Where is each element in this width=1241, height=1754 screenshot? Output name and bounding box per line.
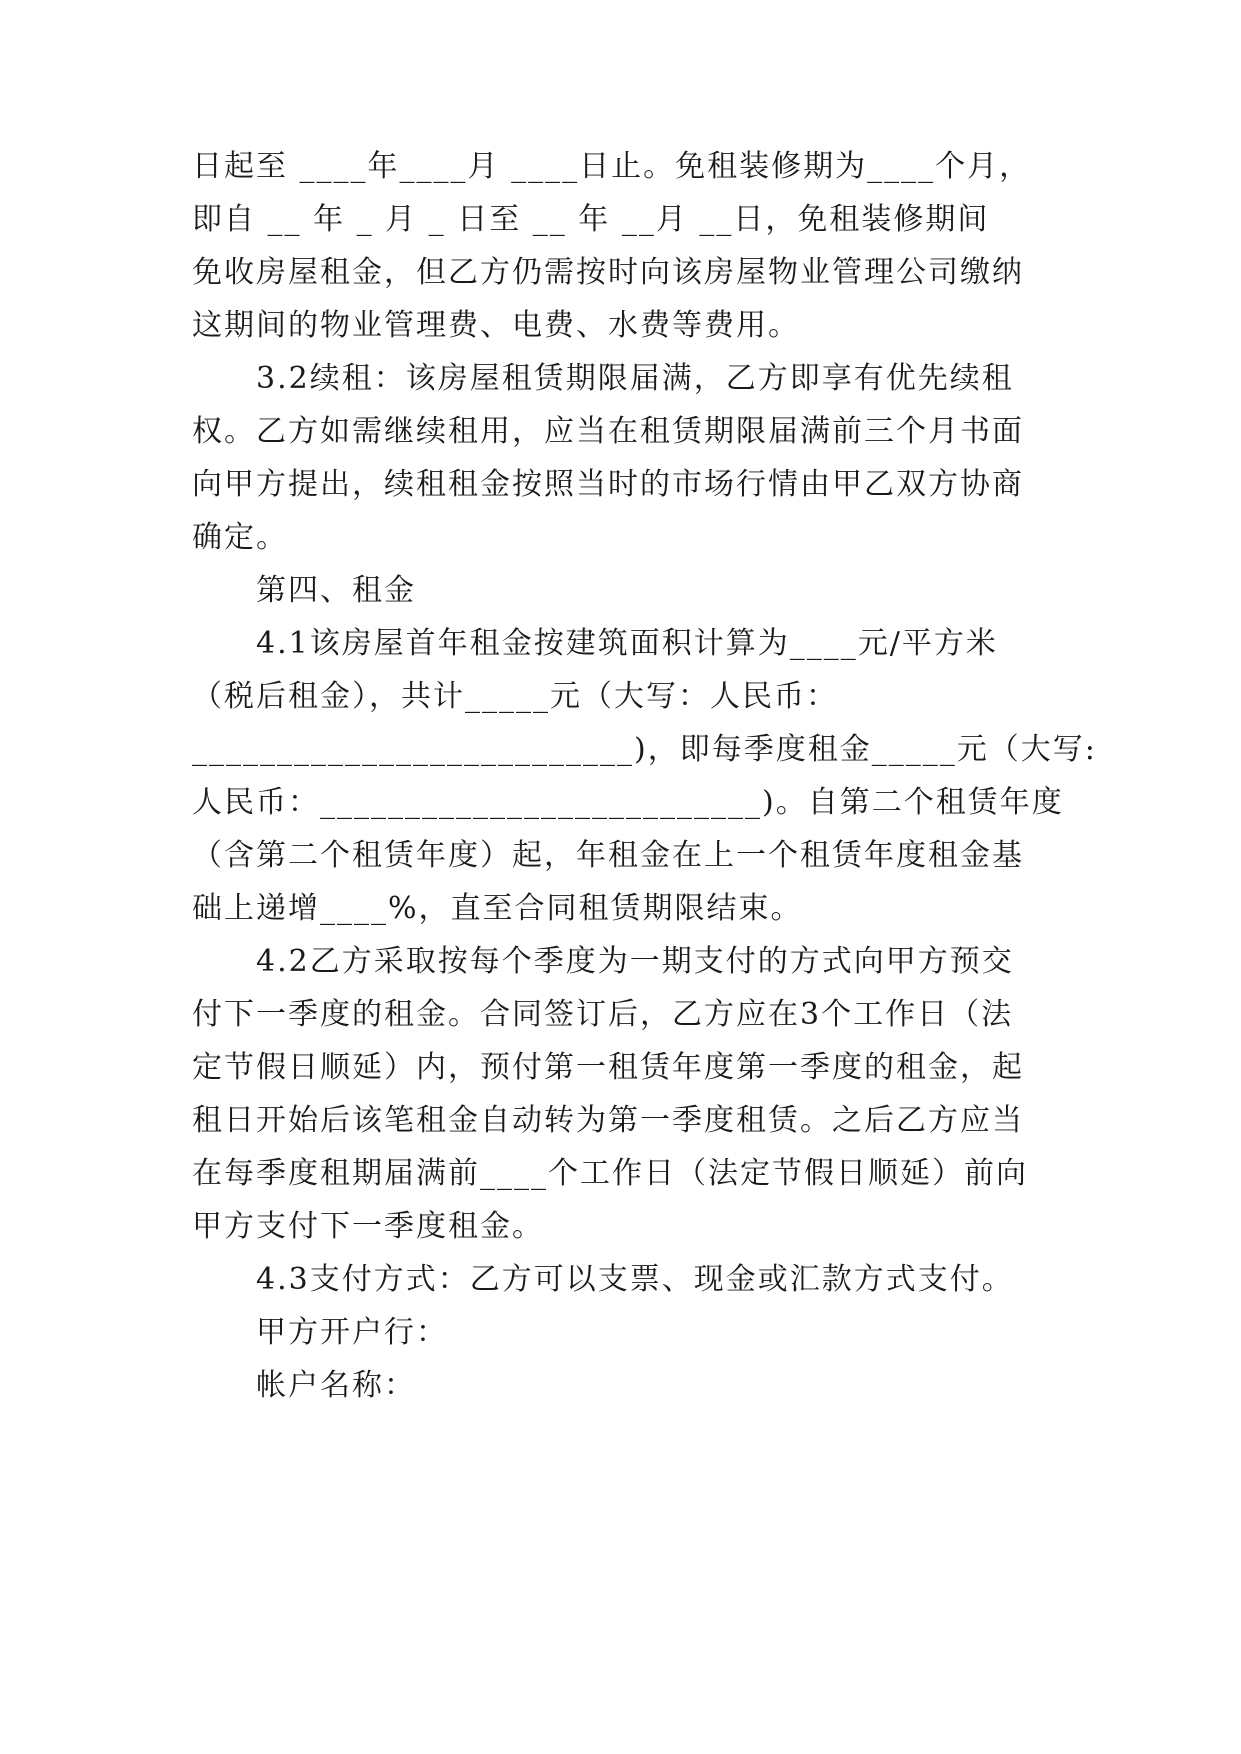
body-line: 租日开始后该笔租金自动转为第一季度租赁。之后乙方应当 — [192, 1103, 1024, 1138]
clause-4-2-heading-line: 4.2乙方采取按每个季度为一期支付的方式向甲方预交 — [256, 944, 1014, 979]
body-line: 付下一季度的租金。合同签订后，乙方应在3个工作日（法 — [192, 997, 1014, 1032]
bank-label: 甲方开户行： — [256, 1315, 448, 1350]
clause-4-1-heading-line: 4.1该房屋首年租金按建筑面积计算为____元/平方米 — [256, 626, 998, 661]
body-line: 权。乙方如需继续租用，应当在租赁期限届满前三个月书面 — [192, 414, 1024, 449]
body-line: 向甲方提出，续租租金按照当时的市场行情由甲乙双方协商 — [192, 467, 1024, 502]
section-heading: 第四、租金 — [256, 573, 416, 608]
body-line: 人民币：__________________________)。自第二个租赁年度 — [192, 785, 1064, 820]
body-line: 础上递增____%，直至合同租赁期限结束。 — [192, 891, 803, 926]
clause-4-3-line: 4.3支付方式：乙方可以支票、现金或汇款方式支付。 — [256, 1262, 1014, 1297]
body-line: __________________________)，即每季度租金_____元（大写: — [192, 732, 1097, 767]
body-line: 在每季度租期届满前____个工作日（法定节假日顺延）前向 — [192, 1156, 1028, 1191]
body-line: （税后租金），共计_____元（大写：人民币： — [192, 679, 838, 714]
body-line: 这期间的物业管理费、电费、水费等费用。 — [192, 308, 800, 343]
body-line: 日起至 ____年____月 ____日止。免租装修期为____个月， — [192, 149, 1032, 184]
body-line: 免收房屋租金，但乙方仍需按时向该房屋物业管理公司缴纳 — [192, 255, 1024, 290]
clause-3-2-heading-line: 3.2续租：该房屋租赁期限届满，乙方即享有优先续租 — [256, 361, 1014, 396]
body-line: 定节假日顺延）内，预付第一租赁年度第一季度的租金，起 — [192, 1050, 1024, 1085]
body-line: （含第二个租赁年度）起，年租金在上一个租赁年度租金基 — [192, 838, 1024, 873]
account-name-label: 帐户名称： — [256, 1368, 416, 1403]
body-line: 确定。 — [192, 520, 288, 555]
body-line: 甲方支付下一季度租金。 — [192, 1209, 544, 1244]
body-line: 即自 __ 年 _ 月 _ 日至 __ 年 __月 __日，免租装修期间 — [192, 202, 990, 237]
